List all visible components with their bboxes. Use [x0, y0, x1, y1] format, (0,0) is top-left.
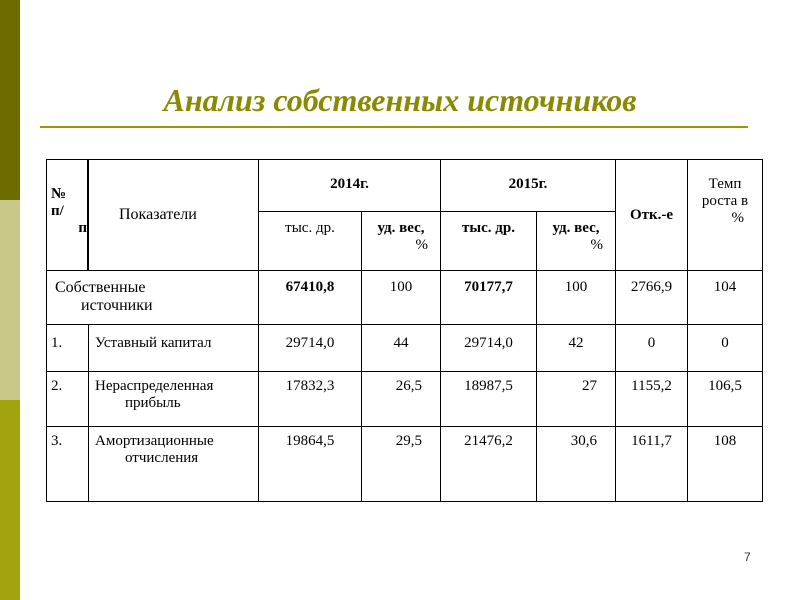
title-underline: [40, 126, 748, 128]
header-num: [47, 160, 89, 271]
row-num: 2.: [47, 372, 89, 427]
total-label-line2: источники: [81, 297, 153, 314]
row-growth: 106,5: [688, 372, 763, 427]
row-v2015: 21476,2: [441, 427, 537, 502]
header-year-2015: 2015г.: [441, 160, 616, 212]
total-dev: 2766,9: [616, 271, 688, 325]
row-dev: 0: [616, 325, 688, 372]
side-bar-top: [0, 0, 20, 200]
row-label: [89, 427, 259, 502]
row-s2014: 44: [362, 325, 441, 372]
total-label: [47, 271, 259, 325]
row-s2014: 26,5: [362, 372, 441, 427]
header-growth: [688, 160, 763, 271]
row-s2015: 42: [537, 325, 616, 372]
row-label-line1: Нераспределенная: [95, 378, 214, 394]
row-v2014: 19864,5: [259, 427, 362, 502]
header-growth-line3: %: [731, 210, 744, 226]
header-num-divider: [87, 160, 88, 270]
header-sub-ud-2015-line2: %: [590, 237, 603, 254]
header-year-2014: 2014г.: [259, 160, 441, 212]
table-row: [47, 372, 763, 427]
row-num: 1.: [47, 325, 89, 372]
row-v2014: 29714,0: [259, 325, 362, 372]
table-row: [47, 325, 763, 372]
row-label-line2: прибыль: [125, 395, 181, 411]
row-dev: 1611,7: [616, 427, 688, 502]
header-sub-tys-2015: тыс. др.: [441, 212, 537, 271]
row-num: 3.: [47, 427, 89, 502]
total-s2015: 100: [537, 271, 616, 325]
header-sub-ud-2014-line2: %: [415, 237, 428, 254]
row-v2015: 18987,5: [441, 372, 537, 427]
row-v2014: 17832,3: [259, 372, 362, 427]
table-row: [47, 427, 763, 502]
header-sub-tys-2014: тыс. др.: [259, 212, 362, 271]
header-num-line2: п/: [51, 203, 64, 219]
header-deviation: Отк.-е: [616, 160, 688, 271]
total-s2014: 100: [362, 271, 441, 325]
slide-title: Анализ собственных источников: [163, 82, 637, 118]
header-indicator: Показатели: [89, 160, 259, 271]
header-growth-line2: роста в: [701, 193, 749, 209]
row-v2015: 29714,0: [441, 325, 537, 372]
row-growth: 0: [688, 325, 763, 372]
side-bar-bottom: [0, 400, 20, 600]
row-label: [89, 325, 259, 372]
total-v2014: 67410,8: [259, 271, 362, 325]
row-s2015: 30,6: [537, 427, 616, 502]
header-sub-ud-2015-line1: уд. вес,: [552, 220, 600, 237]
page-number: 7: [744, 550, 751, 564]
header-sub-ud-2014: [362, 212, 441, 271]
header-num-line3: п: [78, 220, 87, 236]
row-label-line2: отчисления: [125, 450, 199, 466]
total-growth: 104: [688, 271, 763, 325]
row-s2015: 27: [537, 372, 616, 427]
header-num-line1: №: [51, 186, 67, 202]
header-sub-ud-2015: [537, 212, 616, 271]
row-label: [89, 372, 259, 427]
sources-table: [46, 159, 763, 502]
header-row-1: [47, 160, 763, 212]
table-row-total: [47, 271, 763, 325]
row-dev: 1155,2: [616, 372, 688, 427]
total-v2015: 70177,7: [441, 271, 537, 325]
side-bar-middle: [0, 200, 20, 400]
row-growth: 108: [688, 427, 763, 502]
header-sub-ud-2014-line1: уд. вес,: [377, 220, 425, 237]
total-label-line1: Собственные: [55, 279, 146, 296]
row-label-line1: Амортизационные: [95, 433, 214, 449]
header-growth-line1: Темп: [708, 176, 742, 192]
row-label-line1: Уставный капитал: [95, 335, 212, 351]
row-s2014: 29,5: [362, 427, 441, 502]
